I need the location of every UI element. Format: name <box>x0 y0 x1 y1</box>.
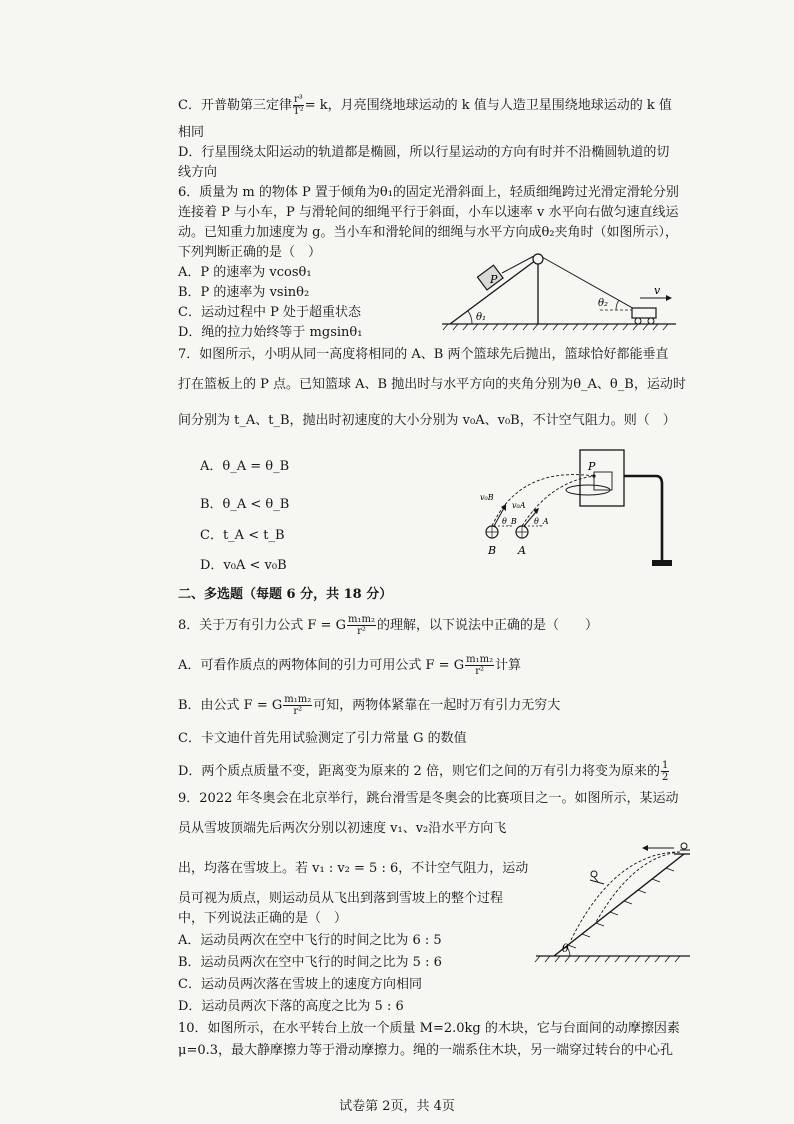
q6-option-b: B．P 的速率为 vsinθ₂ <box>178 285 310 300</box>
q9-stem-line1: 9．2022 年冬奥会在北京举行，跳台滑雪是冬奥会的比赛项目之一。如图所示，某运动 <box>178 791 679 806</box>
q7-option-d: D．v₀A < v₀B <box>200 558 287 573</box>
q9-stem-line5: 中，下列说法正确的是（ ） <box>178 911 348 926</box>
q6-stem-line3: 动。已知重力加速度为 g。当小车和滑轮间的细绳与水平方向成θ₂夹角时（如图所示）， <box>178 225 678 240</box>
label-v0a: v₀A <box>512 501 526 510</box>
q7-stem-line1: 7．如图所示，小明从同一高度将相同的 A、B 两个篮球先后抛出，篮球恰好都能垂直 <box>178 347 669 362</box>
q9-option-a: A．运动员两次在空中飞行的时间之比为 6 : 5 <box>178 933 442 948</box>
page-footer: 试卷第 2页，共 4页 <box>339 1099 455 1114</box>
q5-option-c-line2: 相同 <box>178 125 205 140</box>
q6-stem-line1: 6．质量为 m 的物体 P 置于倾角为θ₁的固定光滑斜面上，轻质细绳跨过光滑定滑轮分别 <box>178 185 679 200</box>
q5-option-c-line1 <box>178 94 672 117</box>
q9-stem-line2: 员从雪坡顶端先后两次分别以初速度 v₁、v₂沿水平方向飞 <box>178 821 507 836</box>
q8-option-c: C．卡文迪什首先用试验测定了引力常量 G 的数值 <box>178 731 467 746</box>
q7-basketball-figure <box>470 446 680 574</box>
q7-stem-line2: 打在篮板上的 P 点。已知篮球 A、B 抛出时与水平方向的夹角分别为θ_A、θ_B，运动时 <box>178 377 686 392</box>
q8-option-b: B．由公式 F = G $\frac{\text{m₁m₂}}{\text{r²}}$ 可知，两物体紧靠在一起时万有引力无穷大 <box>178 694 561 717</box>
q10-stem-line2: μ=0.3，最大静摩擦力等于滑动摩擦力。绳的一端系住木块，另一端穿过转台的中心孔 <box>178 1043 674 1058</box>
q9-option-c: C．运动员两次落在雪坡上的速度方向相同 <box>178 977 422 992</box>
cart-icon <box>632 308 656 318</box>
velocity-arrow-icon <box>666 295 672 301</box>
q5-option-d-line2: 线方向 <box>178 165 218 180</box>
q7-stem-line3: 间分别为 t_A、t_B，抛出时初速度的大小分别为 v₀A、v₀B，不计空气阻力。则（ ） <box>178 413 676 428</box>
q6-option-d: D．绳的拉力始终等于 mgsinθ₁ <box>178 325 363 340</box>
q7-option-c: C．t_A < t_B <box>200 528 285 543</box>
label-theta2: θ₂ <box>598 298 609 309</box>
q5-option-c-prefix: C．开普勒第三定律 <box>178 98 292 113</box>
q7-option-b: B．θ_A < θ_B <box>200 497 290 512</box>
label-p: P <box>490 273 498 286</box>
kepler-fraction: $\frac{\text{r³}}{\text{T²}}$ <box>293 94 304 117</box>
q7-option-a: A．θ_A = θ_B <box>200 459 290 474</box>
q9-option-b: B．运动员两次在空中飞行的时间之比为 5 : 6 <box>178 955 442 970</box>
q8-option-d: D．两个质点质量不变，距离变为原来的 2 倍，则它们之间的万有引力将变为原来的 $\frac{1}{2}$ <box>178 760 669 783</box>
label-theta1: θ₁ <box>476 312 487 323</box>
q9-stem-line4: 员可视为质点，则运动员从飞出到落到雪坡上的整个过程 <box>178 891 504 906</box>
gravity-formula-fraction: $\frac{\text{m₁m₂}}{\text{r²}}$ <box>347 614 375 637</box>
pulley-icon <box>533 254 543 264</box>
label-v0b: v₀B <box>480 493 494 502</box>
skier-top-icon <box>681 843 687 849</box>
q6-option-a: A．P 的速率为 vcosθ₁ <box>178 265 312 280</box>
label-theta-b: θ_B <box>502 517 517 526</box>
label-v: v <box>654 284 661 297</box>
skier-flight-icon <box>591 871 597 877</box>
q6-stem-line2: 连接着 P 与小车，P 与滑轮间的细绳平行于斜面，小车以速率 v 水平向右做匀速直线运 <box>178 205 679 220</box>
q10-stem-line1: 10．如图所示，在水平转台上放一个质量 M=2.0kg 的木块，它与台面间的动摩擦因素 <box>178 1021 680 1036</box>
q8-option-a: A．可看作质点的两物体间的引力可用公式 F = G $\frac{\text{m₁m₂}}{\text{r²}}$ 计算 <box>178 654 522 677</box>
label-a: A <box>518 544 526 557</box>
q5-option-d-line1: D．行星围绕太阳运动的轨道都是椭圆，所以行星运动的方向有时并不沿椭圆轨道的切 <box>178 145 670 160</box>
q6-incline-pulley-figure <box>440 246 680 338</box>
q9-option-d: D．运动员两次下落的高度之比为 5 : 6 <box>178 999 404 1014</box>
backboard-icon <box>580 450 624 506</box>
section2-heading: 二、多选题（每题 6 分，共 18 分） <box>178 587 393 602</box>
q9-ski-slope-figure <box>534 838 694 966</box>
label-p-point: P <box>588 460 596 473</box>
q6-stem-line4: 下列判断正确的是（ ） <box>178 245 322 260</box>
launch-arrow-icon <box>642 845 648 851</box>
q9-stem-line3: 出，均落在雪坡上。若 v₁ : v₂ = 5 : 6，不计空气阻力，运动 <box>178 861 529 876</box>
label-theta-a: θ_A <box>534 517 549 526</box>
label-theta: θ <box>562 942 569 955</box>
q8-stem: 8．关于万有引力公式 F = G $\frac{\text{m₁m₂}}{\text{r²}}$ 的理解，以下说法中正确的是（ ） <box>178 614 598 637</box>
label-b: B <box>488 544 497 557</box>
q5-option-c-suffix: = k，月亮围绕地球运动的 k 值与人造卫星围绕地球运动的 k 值 <box>304 98 672 113</box>
q6-option-c: C．运动过程中 P 处于超重状态 <box>178 305 361 320</box>
